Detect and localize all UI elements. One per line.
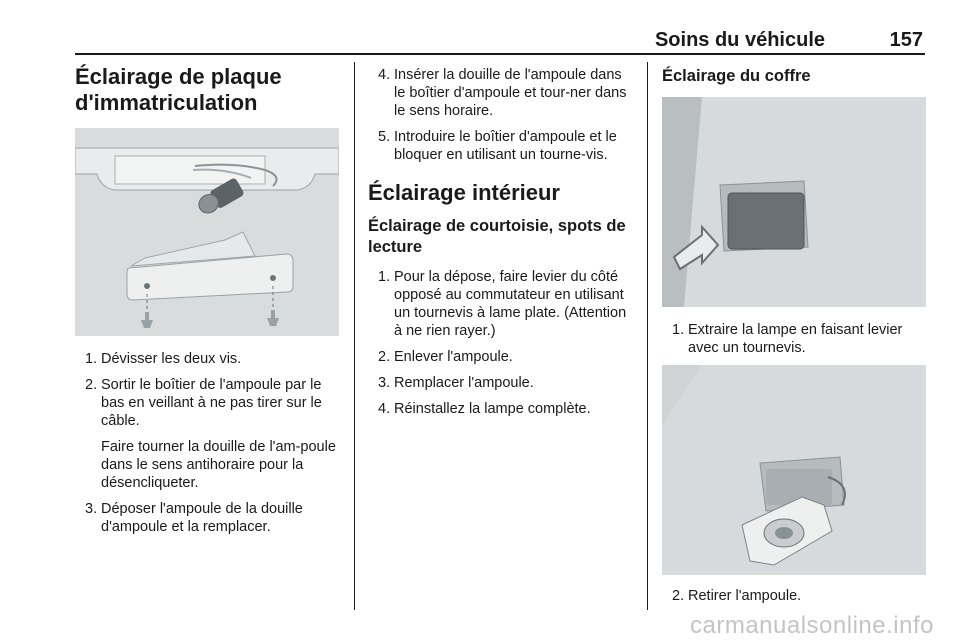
header-rule (75, 53, 925, 55)
column-trunk (662, 64, 926, 613)
list-item (368, 128, 632, 164)
step-number: 4. (378, 67, 391, 83)
list-item (368, 348, 632, 366)
step-text: Remplacer l'ampoule. (394, 375, 534, 391)
step-number: 2. (672, 588, 685, 604)
steps-courtesy-lights (368, 268, 632, 418)
list-item (662, 587, 926, 605)
trunk-lamp-drawing (662, 97, 926, 307)
step-text: Extraire la lampe en faisant levier avec un tournevis. (688, 322, 903, 356)
step-number: 2. (85, 377, 98, 393)
step-text: Retirer l'ampoule. (688, 588, 802, 604)
step-number: 1. (85, 351, 98, 367)
step-text: Dévisser les deux vis. (101, 351, 242, 367)
step-text: Introduire le boîtier d'ampoule et le bloquer en utilisant un tourne-vis. (394, 129, 617, 163)
steps-trunk-2 (662, 587, 926, 605)
page-header (75, 25, 925, 55)
column-divider (354, 62, 355, 610)
heading-line: Éclairage de plaque (75, 64, 282, 89)
step-text: Enlever l'ampoule. (394, 349, 513, 365)
step-number: 3. (378, 375, 391, 391)
step-number: 5. (378, 129, 391, 145)
list-item (75, 350, 339, 368)
step-text: Déposer l'ampoule de la douille d'ampoule et la remplacer. (101, 501, 303, 535)
license-plate-lamp-drawing (75, 128, 339, 336)
trunk-bulb-drawing (662, 365, 926, 575)
step-number: 2. (378, 349, 391, 365)
step-number: 1. (378, 269, 391, 285)
step-number: 3. (85, 501, 98, 517)
steps-trunk-1 (662, 321, 926, 357)
column-license-plate (75, 64, 339, 544)
step-number: 4. (378, 401, 391, 417)
trunk-bulb-illustration (662, 365, 926, 575)
steps-license-plate (75, 350, 339, 536)
step-text: Sortir le boîtier de l'ampoule par le bas en veillant à ne pas tirer sur le câble. (101, 377, 322, 429)
list-item (368, 374, 632, 392)
step-text: Réinstallez la lampe complète. (394, 401, 591, 417)
page-number: 157 (889, 29, 923, 51)
subheading-line: Éclairage de courtoisie, spots de (368, 217, 626, 235)
list-item (75, 376, 339, 492)
step-text: Pour la dépose, faire levier du côté opposé au commutateur en utilisant un tournevis à lame plate. (Attention à ne rien rayer.) (394, 269, 627, 339)
list-item (368, 400, 632, 418)
step-note: Faire tourner la douille de l'am-poule dans le sens antihoraire pour la désencliqueter. (101, 439, 336, 491)
column-interior (368, 64, 632, 426)
heading-license-plate (75, 64, 339, 116)
section-title: Soins du véhicule (654, 29, 825, 51)
steps-license-plate-cont (368, 66, 632, 164)
watermark: carmanualsonline.info (690, 612, 934, 639)
subheading-courtesy-lights (368, 216, 632, 258)
trunk-lamp-removal-illustration (662, 97, 926, 307)
subheading-trunk-light: Éclairage du coffre (662, 67, 811, 85)
license-plate-lamp-illustration (75, 128, 339, 336)
heading-interior: Éclairage intérieur (368, 180, 560, 205)
heading-line: d'immatriculation (75, 90, 258, 115)
subheading-line: lecture (368, 238, 423, 256)
column-divider (647, 62, 648, 610)
list-item (662, 321, 926, 357)
list-item (368, 66, 632, 120)
step-number: 1. (672, 322, 685, 338)
step-text: Insérer la douille de l'ampoule dans le boîtier d'ampoule et tour-ner dans le sens horaire. (394, 67, 627, 119)
list-item (75, 500, 339, 536)
list-item (368, 268, 632, 340)
